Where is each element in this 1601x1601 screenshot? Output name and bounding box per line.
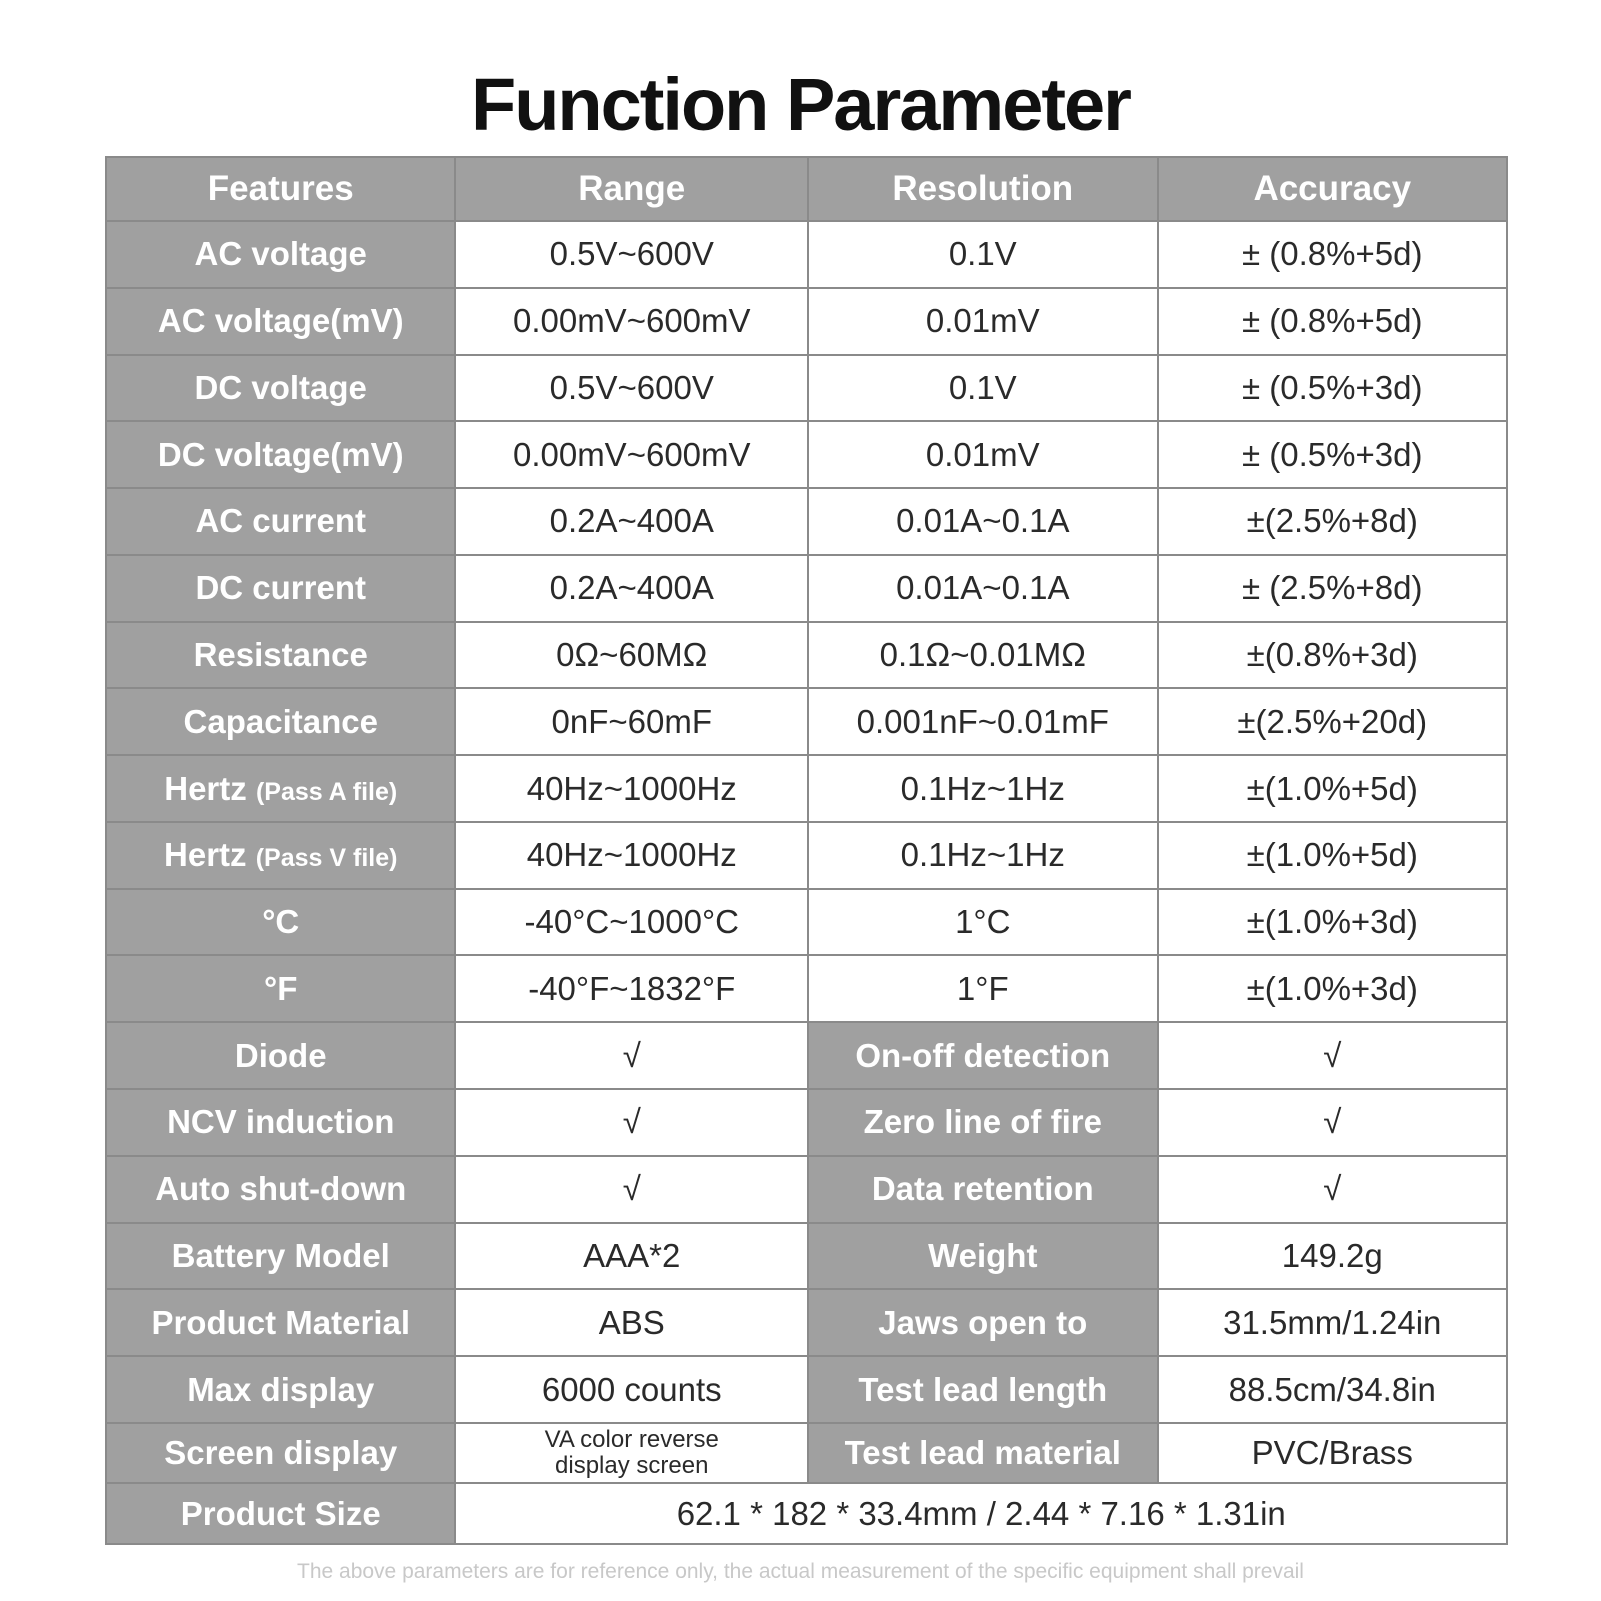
spec-value: √: [455, 1156, 808, 1223]
spec-rows: [106, 1022, 1507, 1423]
accuracy-cell: ± (0.8%+5d): [1158, 221, 1508, 288]
spec-value: √: [455, 1089, 808, 1156]
resolution-cell: 0.01A~0.1A: [808, 555, 1157, 622]
table-row: [106, 288, 1507, 355]
test-lead-material-value: PVC/Brass: [1158, 1423, 1508, 1484]
feature-note: (Pass A file): [255, 777, 398, 806]
spec-value: 88.5cm/34.8in: [1158, 1356, 1508, 1423]
table-row: [106, 1089, 1507, 1156]
feature-cell: [106, 755, 455, 822]
table-row: [106, 1356, 1507, 1423]
feature-cell: [106, 355, 455, 422]
spec-label: Diode: [106, 1022, 455, 1089]
spec-label: Zero line of fire: [808, 1089, 1157, 1156]
header-row: [106, 157, 1507, 221]
spec-label: Max display: [106, 1356, 455, 1423]
screen-display-value: [455, 1423, 808, 1484]
accuracy-cell: ±(0.8%+3d): [1158, 622, 1508, 689]
feature-cell: [106, 488, 455, 555]
range-cell: 0.00mV~600mV: [455, 421, 808, 488]
table-row: [106, 1156, 1507, 1223]
accuracy-cell: ± (0.5%+3d): [1158, 355, 1508, 422]
table-row: [106, 822, 1507, 889]
spec-label: Auto shut-down: [106, 1156, 455, 1223]
feature-label: DC voltage: [194, 368, 367, 406]
resolution-cell: 0.1Hz~1Hz: [808, 822, 1157, 889]
bottom-rows: [106, 1423, 1507, 1544]
spec-label: Test lead length: [808, 1356, 1157, 1423]
feature-cell: [106, 889, 455, 956]
spec-value: √: [1158, 1156, 1508, 1223]
test-lead-material-label: Test lead material: [808, 1423, 1157, 1484]
feature-label: °F: [264, 969, 298, 1007]
spec-value: AAA*2: [455, 1223, 808, 1290]
header-range: Range: [455, 157, 808, 221]
spec-value: ABS: [455, 1289, 808, 1356]
spec-label: NCV induction: [106, 1089, 455, 1156]
accuracy-cell: ±(1.0%+5d): [1158, 755, 1508, 822]
feature-cell: [106, 955, 455, 1022]
accuracy-cell: ±(1.0%+3d): [1158, 955, 1508, 1022]
screen-display-label: Screen display: [106, 1423, 455, 1484]
table-row: [106, 1289, 1507, 1356]
feature-label: Hertz: [164, 836, 247, 874]
feature-label: °C: [262, 903, 300, 941]
table-row: [106, 555, 1507, 622]
feature-label: Resistance: [193, 635, 368, 673]
resolution-cell: 0.1V: [808, 355, 1157, 422]
table-row: [106, 1423, 1507, 1484]
accuracy-cell: ± (2.5%+8d): [1158, 555, 1508, 622]
footnote: The above parameters are for reference only, the actual measurement of the specific equipment shall prevail: [297, 1560, 1304, 1583]
feature-cell: [106, 221, 455, 288]
accuracy-cell: ± (0.5%+3d): [1158, 421, 1508, 488]
spec-label: Product Material: [106, 1289, 455, 1356]
range-cell: 40Hz~1000Hz: [455, 755, 808, 822]
accuracy-cell: ±(2.5%+8d): [1158, 488, 1508, 555]
table-row: [106, 688, 1507, 755]
screen-display-line2: display screen: [555, 1452, 709, 1480]
resolution-cell: 0.01mV: [808, 421, 1157, 488]
resolution-cell: 0.01A~0.1A: [808, 488, 1157, 555]
header-features: Features: [106, 157, 455, 221]
table-row: [106, 1223, 1507, 1290]
feature-cell: [106, 421, 455, 488]
header-accuracy: Accuracy: [1158, 157, 1508, 221]
range-cell: -40°C~1000°C: [455, 889, 808, 956]
feature-label: DC voltage(mV): [157, 435, 404, 473]
spec-value: √: [455, 1022, 808, 1089]
table-row: [106, 955, 1507, 1022]
table-row: [106, 488, 1507, 555]
table-row: [106, 1483, 1507, 1544]
spec-label: Weight: [808, 1223, 1157, 1290]
accuracy-cell: ±(2.5%+20d): [1158, 688, 1508, 755]
spec-value: 31.5mm/1.24in: [1158, 1289, 1508, 1356]
product-size-value: 62.1 * 182 * 33.4mm / 2.44 * 7.16 * 1.31in: [455, 1483, 1507, 1544]
range-cell: 0.2A~400A: [455, 555, 808, 622]
resolution-cell: 0.01mV: [808, 288, 1157, 355]
spec-value: 6000 counts: [455, 1356, 808, 1423]
measurement-rows: [106, 221, 1507, 1022]
product-size-label: Product Size: [106, 1483, 455, 1544]
spec-label: Jaws open to: [808, 1289, 1157, 1356]
table-row: [106, 622, 1507, 689]
accuracy-cell: ± (0.8%+5d): [1158, 288, 1508, 355]
function-parameter-table: [105, 156, 1508, 1545]
table-row: [106, 421, 1507, 488]
spec-value: 149.2g: [1158, 1223, 1508, 1290]
screen-display-line1: VA color reverse: [544, 1426, 719, 1454]
resolution-cell: 0.1V: [808, 221, 1157, 288]
spec-label: On-off detection: [808, 1022, 1157, 1089]
accuracy-cell: ±(1.0%+5d): [1158, 822, 1508, 889]
feature-cell: [106, 622, 455, 689]
resolution-cell: 1°F: [808, 955, 1157, 1022]
range-cell: 40Hz~1000Hz: [455, 822, 808, 889]
table-row: [106, 755, 1507, 822]
spec-label: Battery Model: [106, 1223, 455, 1290]
feature-label: Hertz: [164, 769, 247, 807]
page-title: Function Parameter: [471, 63, 1130, 146]
accuracy-cell: ±(1.0%+3d): [1158, 889, 1508, 956]
feature-label: AC voltage(mV): [157, 302, 404, 340]
feature-label: Capacitance: [183, 702, 378, 740]
feature-note: (Pass V file): [255, 844, 398, 873]
table-row: [106, 355, 1507, 422]
range-cell: -40°F~1832°F: [455, 955, 808, 1022]
range-cell: 0.2A~400A: [455, 488, 808, 555]
spec-label: Data retention: [808, 1156, 1157, 1223]
range-cell: 0.00mV~600mV: [455, 288, 808, 355]
range-cell: 0nF~60mF: [455, 688, 808, 755]
table-row: [106, 889, 1507, 956]
resolution-cell: 0.001nF~0.01mF: [808, 688, 1157, 755]
spec-value: √: [1158, 1089, 1508, 1156]
feature-label: AC voltage: [194, 235, 367, 273]
feature-label: AC current: [195, 502, 366, 540]
header-resolution: Resolution: [808, 157, 1157, 221]
range-cell: 0Ω~60MΩ: [455, 622, 808, 689]
feature-cell: [106, 688, 455, 755]
range-cell: 0.5V~600V: [455, 355, 808, 422]
resolution-cell: 0.1Ω~0.01MΩ: [808, 622, 1157, 689]
table-row: [106, 221, 1507, 288]
feature-label: DC current: [195, 569, 366, 607]
spec-value: √: [1158, 1022, 1508, 1089]
range-cell: 0.5V~600V: [455, 221, 808, 288]
resolution-cell: 1°C: [808, 889, 1157, 956]
feature-cell: [106, 288, 455, 355]
table-row: [106, 1022, 1507, 1089]
resolution-cell: 0.1Hz~1Hz: [808, 755, 1157, 822]
feature-cell: [106, 822, 455, 889]
feature-cell: [106, 555, 455, 622]
